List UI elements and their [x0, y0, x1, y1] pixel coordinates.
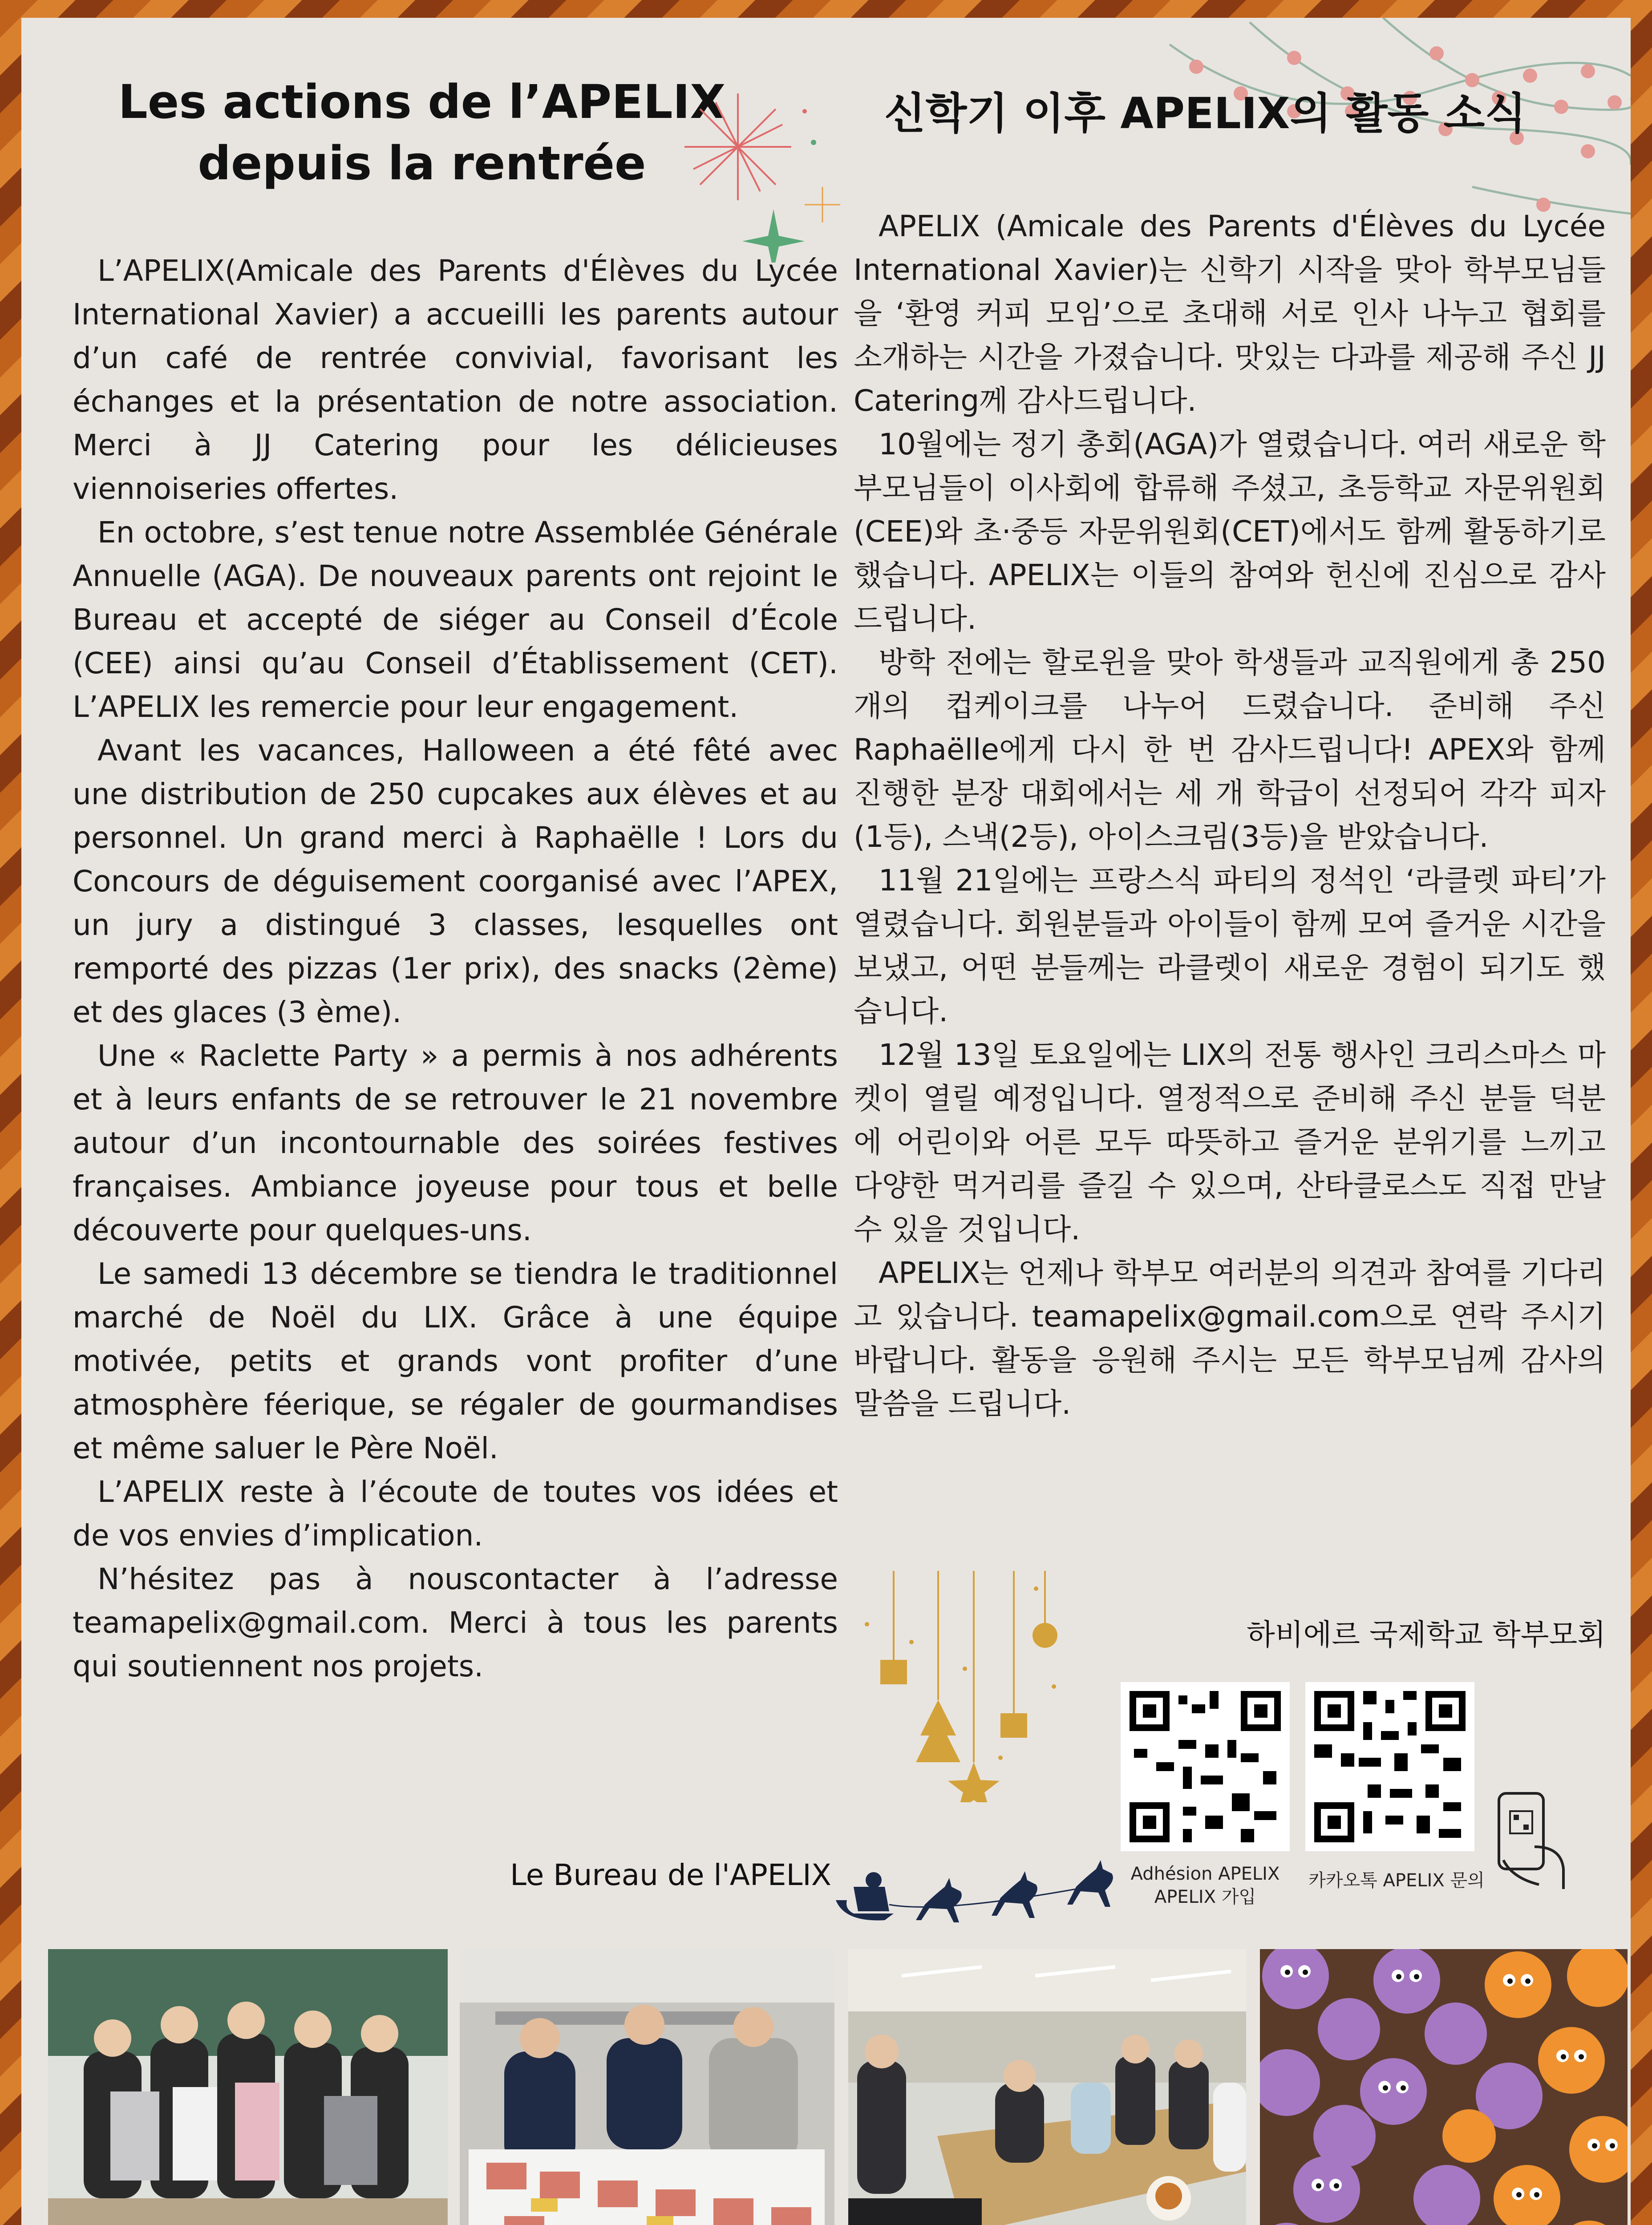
- korean-paragraph: 방학 전에는 할로윈을 맞아 학생들과 교직원에게 총 250개의 컵케이크를 나누어 드렸습니다. 준비해 주신 Raphaëlle에게 다시 한 번 감사드립니다! APEX와 함께 진행한 분장 대회에서는 세 개 학급이 선정되어 각각 피자(1등), 스낵(2등), 아이스크림(3등)을 받았습니다.: [854, 645, 1606, 854]
- paper-sheet: [21, 18, 1631, 2225]
- hanging-ornaments-icon: [858, 1571, 1063, 1802]
- korean-paragraph: APELIX (Amicale des Parents d'Élèves du Lycée International Xavier)는 신학기 시작을 맞아 학부모님들을 ‘환영 커피 모임’으로 초대해 서로 인사 나누고 협회를 소개하는 시간을 가졌습니다. 맛있는 다과를 제공해 주신 JJ Catering께 감사드립니다.: [854, 209, 1606, 418]
- french-signature: Le Bureau de l'APELIX: [510, 1858, 831, 1892]
- korean-title: 신학기 이후 APELIX의 활동 소식: [884, 89, 1526, 138]
- korean-paragraph: 11월 21일에는 프랑스식 파티의 정석인 ‘라클렛 파티’가 열렸습니다. 회원분들과 아이들이 함께 모여 즐거운 시간을 보냈고, 어떤 분들께는 라클렛이 새로운 경험이 되기도 했습니다.: [854, 863, 1606, 1028]
- qr-caption-line: APELIX 가입: [1154, 1887, 1256, 1907]
- french-title-line1: Les actions de l’APELIX: [118, 75, 726, 129]
- korean-paragraph: APELIX는 언제나 학부모 여러분의 의견과 참여를 기다리고 있습니다. teamapelix@gmail.com으로 연락 주시기 바랍니다. 활동을 응원해 주시는 모든 학부모님께 감사의 말씀을 드립니다.: [854, 1256, 1606, 1421]
- qr-code-membership[interactable]: [1121, 1682, 1290, 1851]
- korean-column: [854, 205, 1606, 1426]
- qr-caption-line: 카카오톡 APELIX 문의: [1308, 1870, 1485, 1891]
- qr-code-icon: [1121, 1682, 1290, 1851]
- photo-cupcakes: [1260, 1949, 1628, 2225]
- photo-coffee-time: [848, 1949, 1246, 2225]
- french-column: [73, 249, 838, 1688]
- french-paragraph: Une « Raclette Party » a permis à nos adhérents et à leurs enfants de se retrouver le 21 novembre autour d’un incontournable des soirées festives françaises. Ambiance joyeuse pour tous et belle découverte pour quelques-uns.: [73, 1039, 838, 1247]
- french-title-line2: depuis la rentrée: [198, 136, 646, 190]
- korean-paragraph: 12월 13일 토요일에는 LIX의 전통 행사인 크리스마스 마켓이 열릴 예정입니다. 열정적으로 준비해 주신 분들 덕분에 어린이와 어른 모두 따뜻하고 즐거운 분위기를 느끼고 다양한 먹거리를 즐길 수 있으며, 산타클로스도 직접 만날 수 있을 것입니다.: [854, 1038, 1606, 1246]
- santa-sleigh-icon: [827, 1847, 1138, 1936]
- french-paragraph: L’APELIX(Amicale des Parents d'Élèves du Lycée International Xavier) a accueilli les parents autour d’un café de rentrée convivial, favorisant les échanges et la présentation de notre association. Merci à JJ Catering pour les délicieuses viennoiseries offertes.: [73, 254, 838, 506]
- french-paragraph: N’hésitez pas à nouscontacter à l’adresse teamapelix@gmail.com. Merci à tous les parents qui soutiennent nos projets.: [73, 1562, 838, 1683]
- french-paragraph: Avant les vacances, Halloween a été fêté avec une distribution de 250 cupcakes aux élèves et au personnel. Un grand merci à Raphaëlle ! Lors du Concours de déguisement coorganisé avec l’APEX, un jury a distingué 3 classes, lesquelles ont remporté des pizzas (1er prix), des snacks (2ème) et des glaces (3 ème).: [73, 733, 838, 1029]
- french-paragraph: L’APELIX reste à l’écoute de toutes vos idées et de vos envies d’implication.: [73, 1475, 838, 1553]
- sparkle-star-icon: [662, 76, 849, 263]
- qr-caption-line: Adhésion APELIX: [1130, 1864, 1280, 1884]
- korean-signature: 하비에르 국제학교 학부모회: [1246, 1618, 1606, 1652]
- photo-raclette-party: [460, 1949, 834, 2225]
- qr-code-kakaotalk[interactable]: [1305, 1682, 1474, 1851]
- french-paragraph: En octobre, s’est tenue notre Assemblée Générale Annuelle (AGA). De nouveaux parents ont rejoint le Bureau et accepté de siéger au Conseil d’École (CEE) ainsi qu’au Conseil d’Établissement (CET). L’APELIX les remercie pour leur engagement.: [73, 515, 838, 724]
- french-paragraph: Le samedi 13 décembre se tiendra le traditionnel marché de Noël du LIX. Grâce à une équipe motivée, petits et grands vont profiter d’une atmosphère féerique, se régaler de gourmandises et même saluer le Père Noël.: [73, 1257, 838, 1465]
- qr-caption-kakaotalk: [1299, 1869, 1494, 1892]
- french-title: [88, 71, 756, 194]
- korean-paragraph: 10월에는 정기 총회(AGA)가 열렸습니다. 여러 새로운 학부모님들이 이사회에 합류해 주셨고, 초등학교 자문위원회(CEE)와 초·중등 자문위원회(CET)에서도 함께 활동하기로 했습니다. APELIX는 이들의 참여와 헌신에 진심으로 감사드립니다.: [854, 427, 1606, 636]
- qr-code-icon: [1305, 1682, 1474, 1851]
- phone-qr-icon: [1486, 1789, 1575, 1891]
- photo-students-prize: [48, 1949, 448, 2225]
